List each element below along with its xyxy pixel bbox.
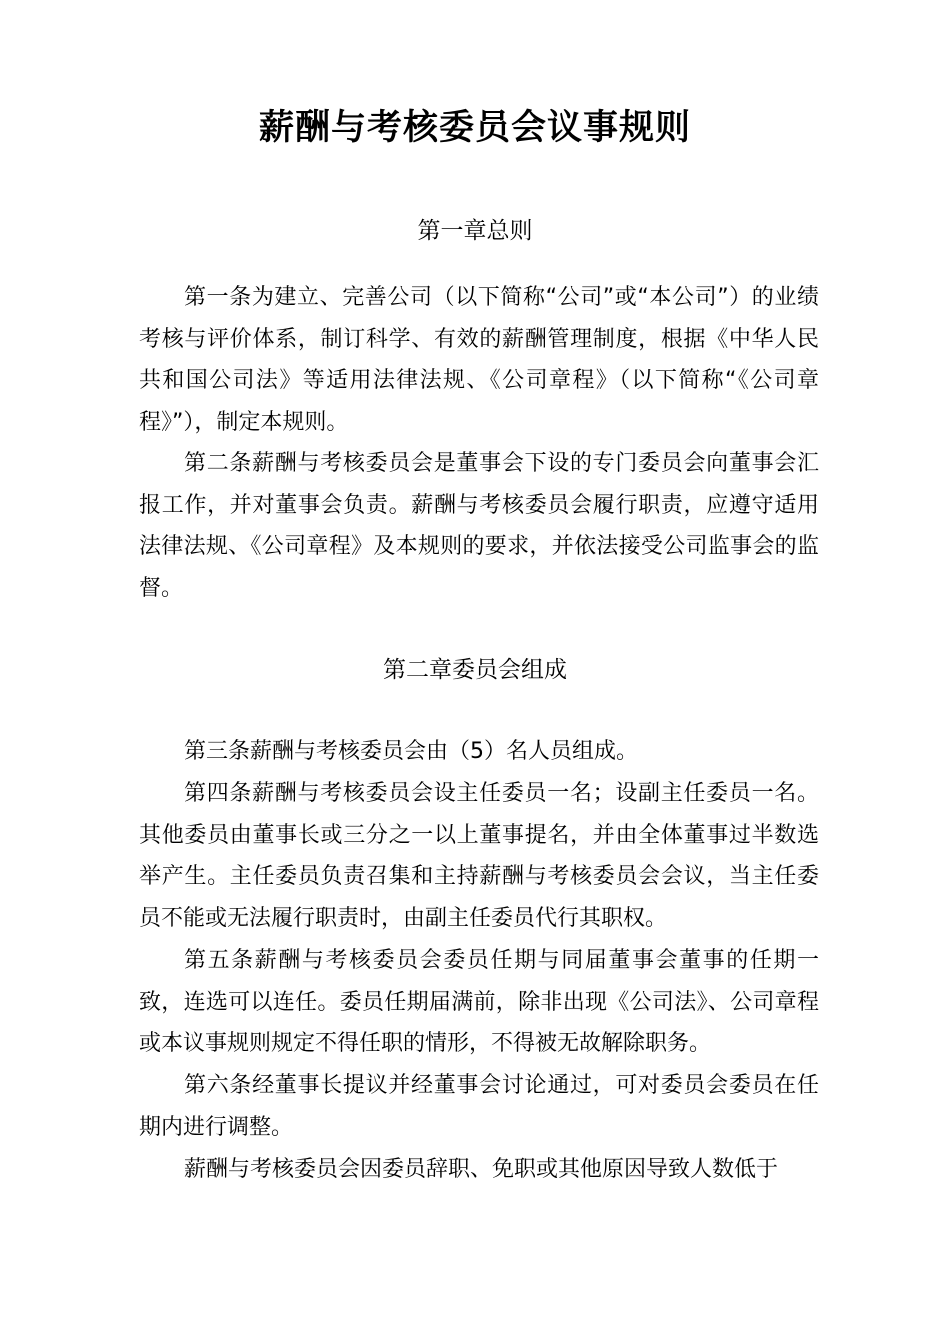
article-text: 薪酬与考核委员会委员任期与同届董事会董事的任期一致，连选可以连任。委员任期届满前，除非出现《公司法》、公司章程或本议事规则规定不得任职的情形，不得被无故解除职务。 [139, 948, 819, 1056]
article-text: 为建立、完善公司（以下简称“公司”或“本公司”）的业绩考核与评价体系，制订科学、有效的薪酬管理制度，根据《中华人民共和国公司法》等适用法律法规、《公司章程》（以下简称“《公司章程》”），制定本规则。 [139, 285, 819, 435]
article-number: 第二条 [184, 451, 253, 476]
chapter-heading-2: 第二章委员会组成 [383, 657, 567, 683]
article-5 [139, 940, 819, 1065]
document-title: 薪酬与考核委员会议事规则 [258, 108, 691, 148]
article-number: 第一条 [184, 285, 252, 310]
article-number: 第五条 [184, 948, 255, 973]
article-number: 第六条 [184, 1073, 253, 1098]
article-text: 薪酬与考核委员会由（5）名人员组成。 [250, 739, 639, 764]
article-text: 薪酬与考核委员会是董事会下设的专门委员会向董事会汇报工作，并对董事会负责。薪酬与考核委员会履行职责，应遵守适用法律法规、《公司章程》及本规则的要求，并依法接受公司监事会的监督。 [139, 451, 819, 601]
article-2 [139, 443, 819, 609]
article-6-continued [139, 1149, 819, 1191]
article-text: 薪酬与考核委员会因委员辞职、免职或其他原因导致人数低于 [184, 1157, 779, 1182]
article-4 [139, 773, 819, 939]
article-6 [139, 1065, 819, 1148]
chapter-heading-1: 第一章总则 [417, 218, 533, 244]
article-text: 经董事长提议并经董事会讨论通过，可对委员会委员在任期内进行调整。 [139, 1073, 819, 1140]
article-3 [139, 731, 819, 773]
article-1 [139, 277, 819, 443]
article-text: 薪酬与考核委员会设主任委员一名；设副主任委员一名。其他委员由董事长或三分之一以上董事提名，并由全体董事过半数选举产生。主任委员负责召集和主持薪酬与考核委员会会议，当主任委员不能或无法履行职责时，由副主任委员代行其职权。 [139, 781, 819, 931]
article-number: 第四条 [184, 781, 253, 806]
article-number: 第三条 [184, 739, 251, 764]
